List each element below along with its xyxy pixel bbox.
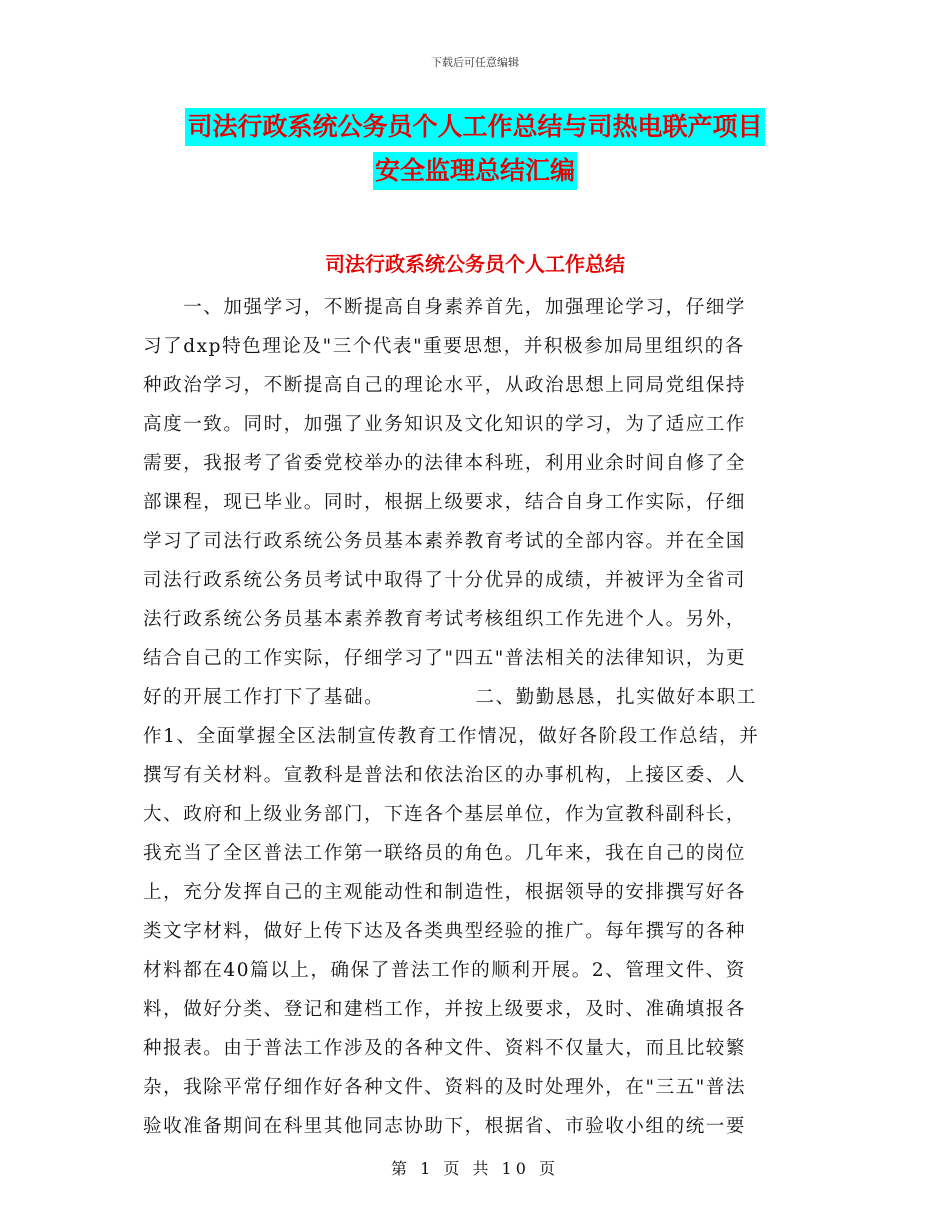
body-line: 司法行政系统公务员考试中取得了十分优异的成绩，并被评为全省司	[143, 570, 747, 591]
body-line: 撰写有关材料。宣教科是普法和依法治区的办事机构，上接区委、人	[143, 765, 747, 786]
section-title: 司法行政系统公务员个人工作总结	[325, 252, 625, 276]
body-line: 好的开展工作打下了基础。 二、勤勤恳恳，扎实做好本职工	[143, 687, 757, 708]
body-line: 结合自己的工作实际，仔细学习了"四五"普法相关的法律知识，为更	[143, 648, 747, 669]
body-line: 作1、全面掌握全区法制宣传教育工作情况，做好各阶段工作总结，并	[143, 726, 760, 747]
body-line: 大、政府和上级业务部门，下连各个基层单位，作为宣教科副科长，	[143, 804, 747, 825]
document-title	[0, 108, 950, 196]
body-line: 部课程，现已毕业。同时，根据上级要求，结合自身工作实际，仔细	[143, 492, 747, 513]
body-line: 验收准备期间在科里其他同志协助下，根据省、市验收小组的统一要	[143, 1116, 747, 1137]
body-line: 我充当了全区普法工作第一联络员的角色。几年来，我在自己的岗位	[143, 843, 747, 864]
body-line: 高度一致。同时，加强了业务知识及文化知识的学习，为了适应工作	[143, 414, 747, 435]
page-header: 下载后可任意编辑	[431, 56, 519, 69]
body-line: 一、加强学习，不断提高自身素养首先，加强理论学习，仔细学	[143, 297, 747, 318]
body-line: 种政治学习，不断提高自己的理论水平，从政治思想上同局党组保持	[143, 375, 747, 396]
page-footer: 第 1 页 共 10 页	[391, 1159, 559, 1178]
body-line: 种报表。由于普法工作涉及的各种文件、资料不仅量大，而且比较繁	[143, 1038, 747, 1059]
body-text	[143, 288, 811, 1146]
body-line: 需要，我报考了省委党校举办的法律本科班，利用业余时间自修了全	[143, 453, 747, 474]
body-line: 上，充分发挥自己的主观能动性和制造性，根据领导的安排撰写好各	[143, 882, 747, 903]
body-line: 习了dxp特色理论及"三个代表"重要思想，并积极参加局里组织的各	[143, 336, 745, 357]
body-line: 料，做好分类、登记和建档工作，并按上级要求，及时、准确填报各	[143, 999, 747, 1020]
body-line: 材料都在40篇以上，确保了普法工作的顺利开展。2、管理文件、资	[143, 960, 746, 981]
body-line: 类文字材料，做好上传下达及各类典型经验的推广。每年撰写的各种	[143, 921, 747, 942]
body-line: 法行政系统公务员基本素养教育考试考核组织工作先进个人。另外，	[143, 609, 747, 630]
body-line: 学习了司法行政系统公务员基本素养教育考试的全部内容。并在全国	[143, 531, 747, 552]
body-line: 杂，我除平常仔细作好各种文件、资料的及时处理外，在"三五"普法	[143, 1077, 747, 1098]
title-line-1: 司法行政系统公务员个人工作总结与司热电联产项目	[185, 108, 764, 146]
title-line-2: 安全监理总结汇编	[373, 152, 577, 190]
